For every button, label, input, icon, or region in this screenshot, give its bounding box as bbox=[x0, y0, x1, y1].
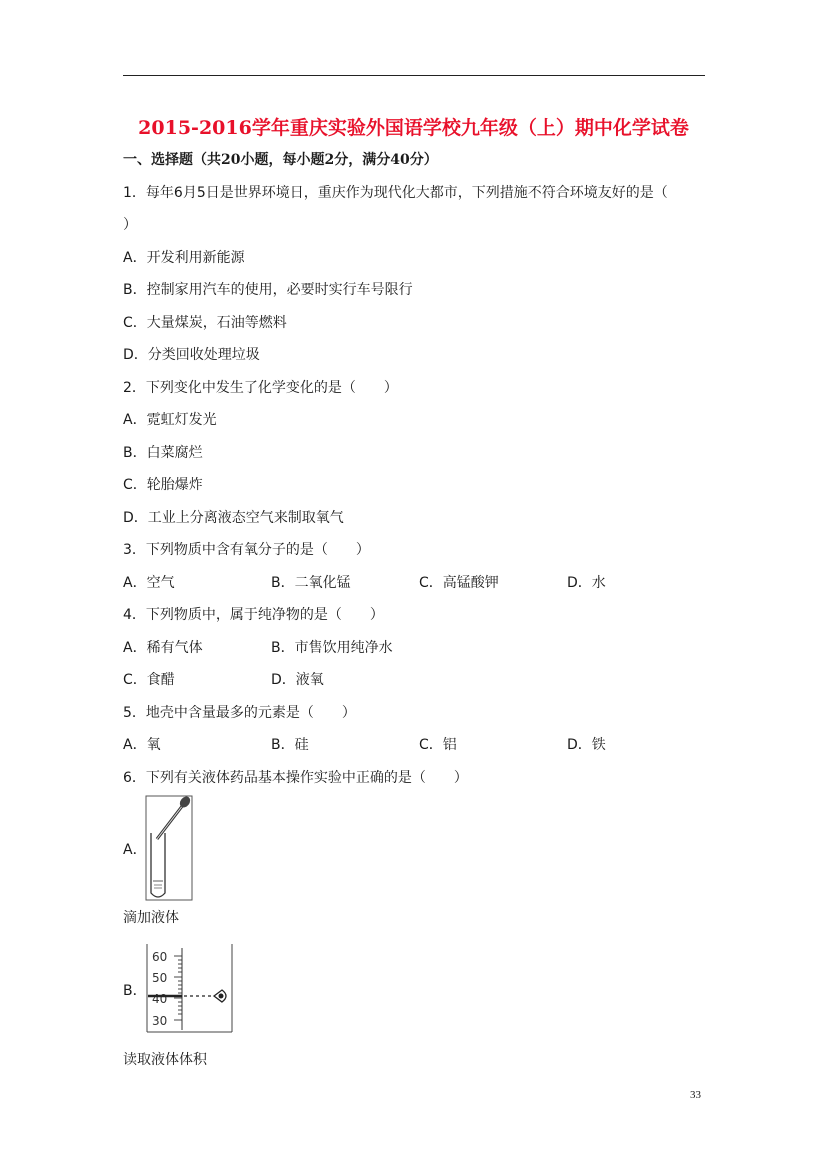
question-1-stem: 1．每年6月5日是世界环境日，重庆作为现代化大都市，下列措施不符合环境友好的是（ bbox=[123, 185, 668, 201]
section-heading: 一、选择题（共20小题，每小题2分，满分40分） bbox=[123, 152, 438, 168]
q5-option-a: A．氧 bbox=[123, 737, 161, 753]
tick-label-50: 50 bbox=[152, 971, 168, 985]
question-5-stem: 5．地壳中含量最多的元素是（ ） bbox=[123, 705, 356, 721]
q3-option-c: C．高锰酸钾 bbox=[419, 575, 499, 591]
tick-label-30: 30 bbox=[152, 1014, 168, 1028]
q3-option-d: D．水 bbox=[567, 575, 606, 591]
q4-option-b: B．市售饮用纯净水 bbox=[271, 640, 393, 656]
dropper-test-tube-figure bbox=[145, 795, 195, 907]
q6-option-b: B． bbox=[123, 983, 147, 999]
question-3-stem: 3．下列物质中含有氧分子的是（ ） bbox=[123, 542, 370, 558]
header-rule bbox=[123, 75, 705, 76]
page-number: 33 bbox=[690, 1089, 701, 1101]
q1-option-d: D．分类回收处理垃圾 bbox=[123, 347, 260, 363]
tick-label-40: 40 bbox=[152, 992, 168, 1006]
q6-caption-a: 滴加液体 bbox=[123, 910, 179, 926]
q4-option-a: A．稀有气体 bbox=[123, 640, 203, 656]
question-6-stem: 6．下列有关液体药品基本操作实验中正确的是（ ） bbox=[123, 770, 468, 786]
q1-option-a: A．开发利用新能源 bbox=[123, 250, 245, 266]
q5-option-c: C．铝 bbox=[419, 737, 457, 753]
q6-option-a: A． bbox=[123, 842, 147, 858]
q2-option-d: D．工业上分离液态空气来制取氧气 bbox=[123, 510, 344, 526]
q1-option-b: B．控制家用汽车的使用，必要时实行车号限行 bbox=[123, 282, 413, 298]
q3-option-b: B．二氧化锰 bbox=[271, 575, 351, 591]
q2-option-a: A．霓虹灯发光 bbox=[123, 412, 217, 428]
q3-option-a: A．空气 bbox=[123, 575, 175, 591]
q6-caption-b: 读取液体体积 bbox=[123, 1052, 207, 1068]
q2-option-c: C．轮胎爆炸 bbox=[123, 477, 203, 493]
q2-option-b: B．白菜腐烂 bbox=[123, 445, 203, 461]
q5-option-d: D．铁 bbox=[567, 737, 606, 753]
tick-label-60: 60 bbox=[152, 950, 168, 964]
q5-option-b: B．硅 bbox=[271, 737, 309, 753]
question-2-stem: 2．下列变化中发生了化学变化的是（ ） bbox=[123, 380, 398, 396]
question-1-stem-cont: ） bbox=[123, 217, 137, 233]
q1-option-c: C．大量煤炭，石油等燃料 bbox=[123, 315, 287, 331]
exam-title: 2015-2016学年重庆实验外国语学校九年级（上）期中化学试卷 bbox=[138, 117, 689, 139]
graduated-cylinder-figure bbox=[146, 944, 234, 1038]
question-4-stem: 4．下列物质中，属于纯净物的是（ ） bbox=[123, 607, 384, 623]
q4-option-d: D．液氧 bbox=[271, 672, 324, 688]
q4-option-c: C．食醋 bbox=[123, 672, 175, 688]
